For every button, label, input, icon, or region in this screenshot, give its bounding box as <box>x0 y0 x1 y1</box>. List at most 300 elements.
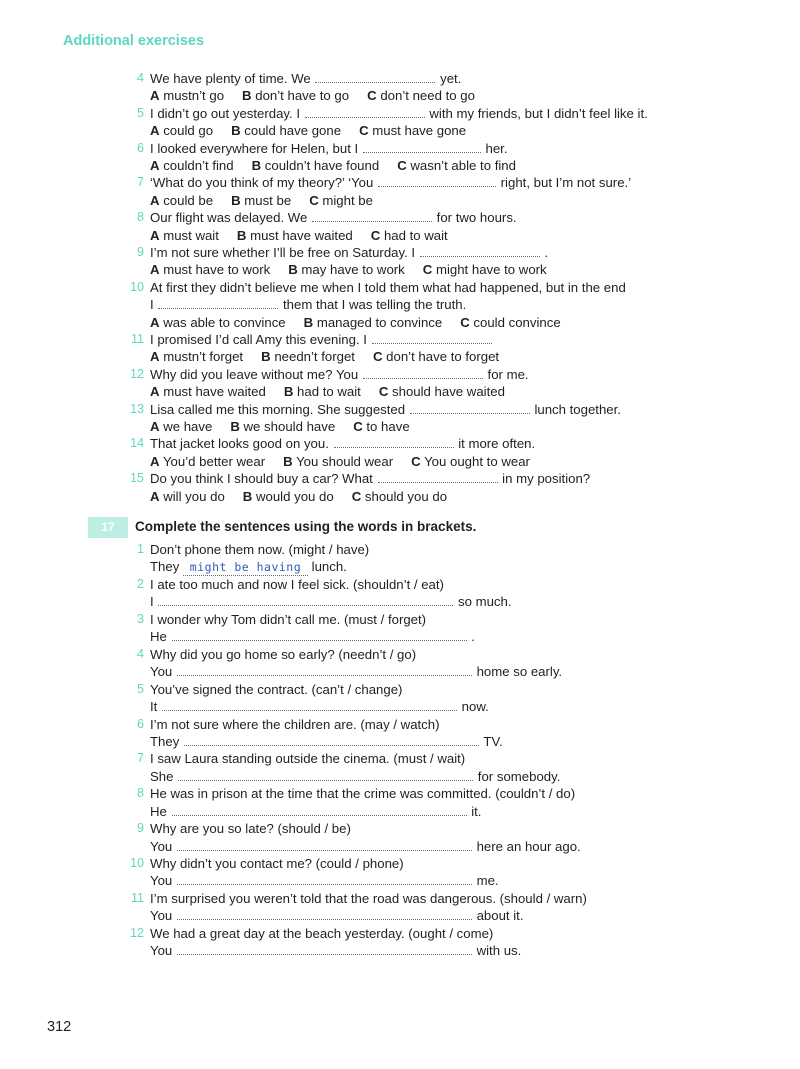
sentence-part: Why did you leave without me? You <box>150 366 362 382</box>
option-c[interactable] <box>309 192 373 209</box>
option-letter: A <box>150 227 160 243</box>
option-text: must be <box>244 192 292 208</box>
option-a[interactable] <box>150 348 243 365</box>
option-text: You ought to wear <box>424 453 530 469</box>
options-line <box>0 261 800 278</box>
sentence-part: Lisa called me this morning. She suggested <box>150 401 409 417</box>
prompt-line <box>0 855 800 872</box>
answer-line <box>0 942 800 959</box>
sentence-part: I’m not sure whether I’ll be free on Saturday. I <box>150 245 419 260</box>
option-text: don’t have to go <box>255 88 350 104</box>
prompt-text: We had a great day at the beach yesterday. (ought / come) <box>150 925 494 941</box>
option-letter: C <box>309 192 319 208</box>
question-item <box>0 366 800 401</box>
option-b[interactable] <box>304 314 443 331</box>
sentence-start: They <box>150 559 183 575</box>
option-letter: B <box>236 227 247 243</box>
question-number: 14 <box>130 436 144 451</box>
sentence-part: with my friends, but I didn’t feel like it. <box>425 105 648 121</box>
question-line <box>0 401 800 418</box>
question-line <box>0 244 800 261</box>
answer-options <box>150 453 548 470</box>
answer-sentence <box>150 768 560 785</box>
answer-options <box>150 87 493 104</box>
prompt-text: I wonder why Tom didn’t call me. (must / forget) <box>150 611 427 627</box>
question-item <box>0 105 800 140</box>
completion-item <box>0 716 800 751</box>
option-letter: C <box>367 88 377 104</box>
option-b[interactable] <box>237 227 353 244</box>
sentence-text <box>150 366 529 383</box>
options-line <box>0 122 800 139</box>
answer-options <box>150 157 534 174</box>
option-c[interactable] <box>397 157 516 174</box>
option-text: must have to work <box>163 262 271 278</box>
exercise-number-badge: 17 <box>88 517 128 538</box>
sentence-start: I <box>150 594 158 610</box>
sentence-end: so much. <box>454 594 512 610</box>
answer-blank[interactable] <box>420 244 540 257</box>
question-number: 9 <box>137 245 144 259</box>
page-number: 312 <box>47 1019 72 1035</box>
options-line <box>0 348 800 365</box>
option-c[interactable] <box>460 314 560 331</box>
question-number: 1 <box>137 542 144 556</box>
answer-line <box>0 698 800 715</box>
option-text: may have to work <box>301 262 405 278</box>
answer-blank[interactable] <box>378 470 498 483</box>
option-letter: B <box>288 262 298 278</box>
answer-sentence <box>150 593 512 610</box>
completion-item <box>0 855 800 890</box>
sentence-start: You <box>150 873 176 889</box>
option-letter: C <box>422 262 433 278</box>
option-letter: A <box>150 488 160 504</box>
option-c[interactable] <box>359 122 466 139</box>
sentence-start: You <box>150 908 176 924</box>
answer-options <box>150 383 523 400</box>
option-a[interactable] <box>150 453 265 470</box>
prompt-line <box>0 541 800 558</box>
option-letter: A <box>150 314 160 330</box>
option-letter: B <box>283 384 294 400</box>
option-text: must have waited <box>163 384 266 400</box>
sentence-text <box>150 331 493 348</box>
option-letter: B <box>251 157 262 173</box>
answer-options <box>150 314 579 331</box>
sentence-end: now. <box>458 698 489 714</box>
options-line <box>0 87 800 104</box>
sentence-end: for somebody. <box>474 768 561 784</box>
prompt-line <box>0 611 800 628</box>
question-item <box>0 140 800 175</box>
sentence-text <box>150 244 548 261</box>
option-text: was able to convince <box>163 314 286 330</box>
prompt-text: I’m surprised you weren’t told that the road was dangerous. (should / warn) <box>150 891 587 906</box>
prompt-line <box>0 890 800 907</box>
sentence-start: She <box>150 768 178 784</box>
sentence-end: here an hour ago. <box>472 838 581 854</box>
sentence-text <box>150 401 621 418</box>
sentence-part: That jacket looks good on you. <box>150 436 333 452</box>
sentence-part: I <box>150 297 158 313</box>
prompt-text: Why are you so late? (should / be) <box>150 821 351 837</box>
options-line <box>0 418 800 435</box>
sentence-end: me. <box>472 873 499 889</box>
question-number: 12 <box>130 925 144 940</box>
answer-sentence <box>150 907 524 924</box>
answer-sentence <box>150 733 503 750</box>
sentence-text <box>150 140 508 157</box>
option-letter: B <box>231 123 241 139</box>
sentence-text <box>150 105 648 122</box>
options-line <box>0 488 800 505</box>
completion-item <box>0 681 800 716</box>
option-letter: B <box>242 88 252 104</box>
option-text: might be <box>322 192 373 208</box>
option-c[interactable] <box>373 348 499 365</box>
question-number: 11 <box>131 332 144 346</box>
sentence-end: with us. <box>472 943 522 959</box>
answer-blank[interactable] <box>177 872 472 885</box>
option-b[interactable] <box>252 157 380 174</box>
answer-blank[interactable] <box>378 174 496 187</box>
option-text: had to wait <box>297 384 361 400</box>
option-letter: A <box>150 418 160 434</box>
question-line-continued <box>0 296 800 313</box>
option-a[interactable] <box>150 488 225 505</box>
sentence-text <box>150 70 461 87</box>
option-c[interactable] <box>411 453 530 470</box>
option-b[interactable] <box>230 418 335 435</box>
option-letter: A <box>150 123 160 139</box>
answer-blank[interactable] <box>158 593 453 606</box>
question-number: 13 <box>130 401 144 416</box>
option-b[interactable] <box>242 87 349 104</box>
answer-blank[interactable] <box>334 435 454 448</box>
option-letter: C <box>411 453 421 469</box>
option-text: should have waited <box>392 384 505 400</box>
question-number: 10 <box>130 856 144 871</box>
options-line <box>0 192 800 209</box>
option-letter: C <box>353 418 363 434</box>
option-text: could have gone <box>244 123 342 139</box>
option-text: don’t need to go <box>380 88 475 104</box>
option-text: needn’t forget <box>274 349 355 365</box>
answer-blank[interactable] <box>162 698 457 711</box>
prompt-line <box>0 576 800 593</box>
option-b[interactable] <box>288 261 405 278</box>
prompt-text: Why didn’t you contact me? (could / phone) <box>150 856 404 872</box>
answer-line <box>0 803 800 820</box>
answer-blank[interactable] <box>315 70 435 83</box>
question-number: 5 <box>137 681 144 696</box>
question-line <box>0 435 800 452</box>
option-text: might have to work <box>435 262 547 278</box>
question-number: 4 <box>137 646 144 661</box>
sentence-text <box>150 435 535 452</box>
answer-line <box>0 838 800 855</box>
answer-sentence <box>150 698 489 715</box>
answer-line <box>0 558 800 575</box>
sentence-text <box>150 470 590 487</box>
option-letter: C <box>370 227 381 243</box>
option-c[interactable] <box>367 87 475 104</box>
question-number: 15 <box>130 471 144 486</box>
option-text: mustn’t go <box>163 88 225 104</box>
option-letter: C <box>397 157 407 173</box>
option-text: couldn’t find <box>163 157 234 173</box>
option-a[interactable] <box>150 192 213 209</box>
option-a[interactable] <box>150 227 219 244</box>
answer-blank[interactable] <box>177 838 472 851</box>
completion-item <box>0 820 800 855</box>
question-line <box>0 331 800 348</box>
question-item <box>0 331 800 366</box>
question-number: 10 <box>130 279 144 294</box>
question-line <box>0 470 800 487</box>
option-text: we have <box>163 418 213 434</box>
answer-sentence <box>150 663 562 680</box>
answer-blank[interactable] <box>372 331 492 344</box>
option-text: must have gone <box>372 123 467 139</box>
sentence-end: TV. <box>479 733 503 749</box>
option-b[interactable] <box>231 192 291 209</box>
question-number: 6 <box>137 140 144 155</box>
option-letter: B <box>303 314 314 330</box>
option-a[interactable] <box>150 87 224 104</box>
question-number: 11 <box>131 891 144 905</box>
answer-blank[interactable] <box>172 803 467 816</box>
question-item <box>0 470 800 505</box>
option-letter: B <box>230 418 240 434</box>
option-c[interactable] <box>371 227 448 244</box>
question-item <box>0 401 800 436</box>
option-letter: B <box>283 453 293 469</box>
question-number: 7 <box>137 175 144 190</box>
question-item <box>0 209 800 244</box>
option-letter: A <box>150 453 160 469</box>
answer-blank[interactable] <box>178 768 473 781</box>
option-text: could be <box>163 192 214 208</box>
sentence-end: home so early. <box>472 664 563 680</box>
option-a[interactable] <box>150 314 286 331</box>
options-line <box>0 157 800 174</box>
sentence-part: I didn’t go out yesterday. I <box>150 105 304 121</box>
sentence-part: lunch together. <box>530 401 621 417</box>
sentence-text <box>150 209 517 226</box>
prompt-line <box>0 750 800 767</box>
question-number: 12 <box>130 366 144 381</box>
sentence-part: We have plenty of time. We <box>150 71 315 86</box>
option-text: You should wear <box>296 453 394 469</box>
sentence-end: lunch. <box>307 559 347 575</box>
answer-sentence <box>150 558 347 576</box>
option-b[interactable] <box>261 348 355 365</box>
option-letter: C <box>372 349 383 365</box>
answer-line <box>0 593 800 610</box>
prompt-line <box>0 820 800 837</box>
option-b[interactable] <box>231 122 341 139</box>
completion-item <box>0 890 800 925</box>
question-number: 9 <box>137 821 144 836</box>
question-number: 6 <box>137 716 144 731</box>
question-item <box>0 244 800 279</box>
option-letter: A <box>150 262 160 278</box>
prompt-text: I’m not sure where the children are. (may / watch) <box>150 716 440 732</box>
answer-line <box>0 663 800 680</box>
answer-sentence <box>150 942 521 959</box>
option-letter: A <box>150 88 160 104</box>
answer-blank[interactable] <box>158 296 278 309</box>
answer-sentence <box>150 628 475 645</box>
sentence-start: It <box>150 698 161 714</box>
sentence-part: them that I was telling the truth. <box>279 297 467 313</box>
sentence-part: I looked everywhere for Helen, but I <box>150 140 362 156</box>
option-b[interactable] <box>243 488 334 505</box>
option-text: would you do <box>255 488 334 504</box>
question-item <box>0 435 800 470</box>
option-letter: C <box>460 314 470 330</box>
option-c[interactable] <box>379 383 505 400</box>
answer-blank[interactable] <box>172 628 467 641</box>
completion-item <box>0 611 800 646</box>
answer-line <box>0 768 800 785</box>
answer-blank[interactable] <box>184 733 479 746</box>
option-b[interactable] <box>284 383 361 400</box>
sentence-part: At first they didn’t believe me when I told them what had happened, but in the end <box>150 279 626 295</box>
question-number: 5 <box>137 105 144 120</box>
sentence-start: You <box>150 943 176 959</box>
answer-options <box>150 418 428 435</box>
option-letter: A <box>150 192 160 208</box>
answer-blank[interactable] <box>305 105 425 118</box>
prompt-text: I saw Laura standing outside the cinema. (must / wait) <box>150 751 466 767</box>
sentence-part: right, but I’m not sure.’ <box>497 175 632 191</box>
question-line <box>0 279 800 296</box>
question-item <box>0 70 800 105</box>
option-a[interactable] <box>150 122 213 139</box>
option-text: must wait <box>163 227 219 243</box>
question-item <box>0 174 800 209</box>
options-line <box>0 453 800 470</box>
question-line <box>0 140 800 157</box>
answer-blank[interactable] <box>312 209 432 222</box>
sentence-start: They <box>150 733 183 749</box>
sentence-end: . <box>467 629 475 645</box>
answer-line <box>0 628 800 645</box>
question-number: 3 <box>137 611 144 626</box>
question-line <box>0 366 800 383</box>
option-text: wasn’t able to find <box>410 157 516 173</box>
option-c[interactable] <box>353 418 409 435</box>
answer-sentence <box>150 803 481 820</box>
sentence-start: He <box>150 629 171 645</box>
completion-item <box>0 576 800 611</box>
option-letter: C <box>359 123 369 139</box>
answer-line <box>0 733 800 750</box>
option-letter: C <box>378 384 389 400</box>
option-a[interactable] <box>150 261 270 278</box>
prompt-text: I ate too much and now I feel sick. (shouldn’t / eat) <box>150 576 444 592</box>
completion-item <box>0 925 800 960</box>
sentence-part: . <box>540 245 549 260</box>
sentence-text <box>150 174 631 191</box>
question-line <box>0 209 800 226</box>
sentence-part: her. <box>481 140 508 156</box>
option-text: had to wait <box>383 227 448 243</box>
question-number: 7 <box>137 751 144 766</box>
option-letter: B <box>242 488 253 504</box>
sentence-end: about it. <box>472 908 524 924</box>
completion-item <box>0 541 800 576</box>
question-number: 2 <box>137 576 144 591</box>
option-letter: A <box>150 384 160 400</box>
answer-line <box>0 907 800 924</box>
prompt-text: Don’t phone them now. (might / have) <box>150 542 370 557</box>
answer-options <box>150 348 517 365</box>
section-header: Additional exercises <box>63 33 205 49</box>
answer-blank[interactable] <box>363 140 481 153</box>
handwritten-answer[interactable]: might be having <box>183 561 308 576</box>
option-c[interactable] <box>352 488 447 505</box>
prompt-text: Why did you go home so early? (needn’t / go) <box>150 646 417 662</box>
option-text: will you do <box>163 488 225 504</box>
answer-blank[interactable] <box>177 907 472 920</box>
prompt-text: You’ve signed the contract. (can’t / change) <box>150 681 403 697</box>
prompt-line <box>0 646 800 663</box>
option-c[interactable] <box>423 261 547 278</box>
sentence-part: ‘What do you think of my theory?’ ‘You <box>150 175 377 191</box>
completion-item <box>0 750 800 785</box>
option-text: could go <box>163 123 214 139</box>
option-text: should you do <box>364 488 448 504</box>
answer-blank[interactable] <box>363 366 483 379</box>
question-number: 8 <box>137 210 144 225</box>
option-letter: A <box>150 349 160 365</box>
option-text: mustn’t forget <box>163 349 244 365</box>
option-text: You’d better wear <box>162 453 266 469</box>
sentence-text <box>150 296 466 313</box>
answer-options <box>150 488 465 505</box>
sentence-start: You <box>150 664 176 680</box>
sentence-part: for me. <box>483 366 529 382</box>
option-a[interactable] <box>150 157 234 174</box>
question-line <box>0 174 800 191</box>
answer-blank[interactable] <box>177 942 472 955</box>
option-text: we should have <box>243 418 336 434</box>
answer-options <box>150 122 484 139</box>
prompt-line <box>0 716 800 733</box>
option-text: must have waited <box>250 227 353 243</box>
option-a[interactable] <box>150 418 212 435</box>
exercise-title: Complete the sentences using the words in brackets. <box>135 519 477 534</box>
question-line <box>0 105 800 122</box>
answer-blank[interactable] <box>410 401 530 414</box>
option-letter: B <box>261 349 271 365</box>
sentence-start: You <box>150 838 176 854</box>
answer-options <box>150 192 391 209</box>
question-line <box>0 70 800 87</box>
option-a[interactable] <box>150 383 266 400</box>
answer-blank[interactable] <box>177 663 472 676</box>
option-text: could convince <box>473 314 561 330</box>
option-letter: C <box>351 488 362 504</box>
completion-item <box>0 646 800 681</box>
option-b[interactable] <box>283 453 393 470</box>
options-line <box>0 227 800 244</box>
prompt-line <box>0 785 800 802</box>
